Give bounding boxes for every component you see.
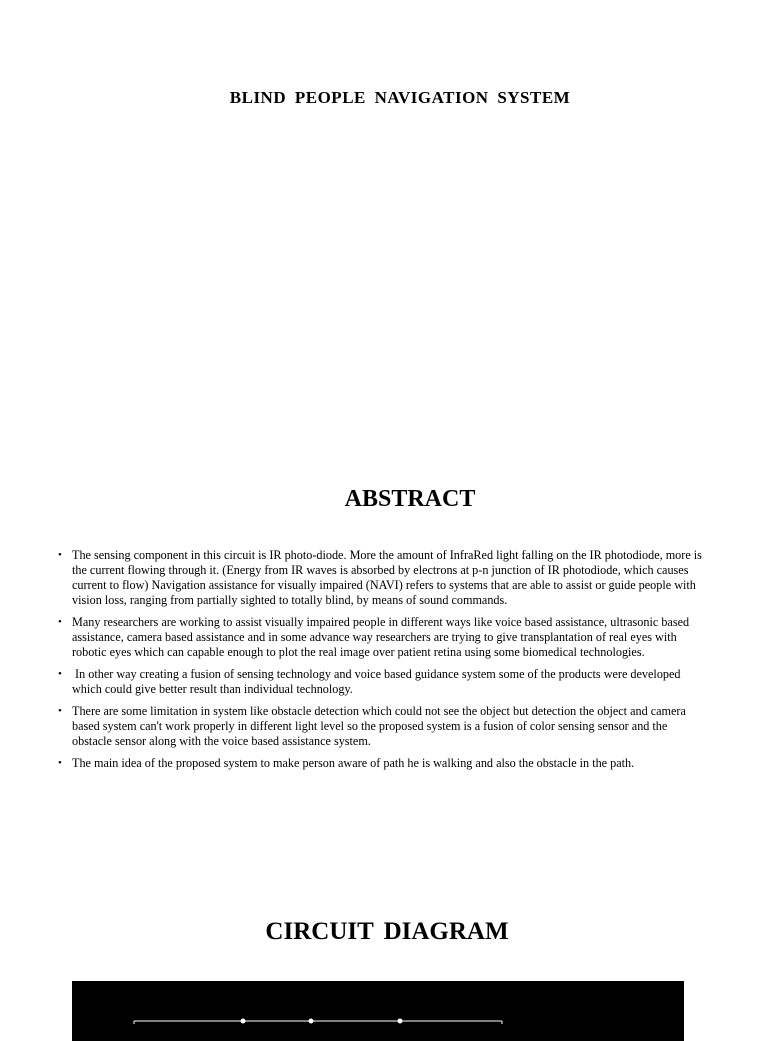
circuit-diagram-image [72, 981, 684, 1041]
circuit-diagram-drawing [72, 981, 684, 1024]
abstract-bullet-item [58, 548, 708, 608]
bullet-marker: • [58, 757, 62, 769]
abstract-bullet-text: Many researchers are working to assist visually impaired people in different ways like voice based assistance, ultrasonic based assistance, camera based assistance and in some advance way researchers are trying to give transplantation of real eyes with robotic eyes which can capable enough to plot the real image over patient retina using some biomedical technologies. [72, 615, 690, 659]
abstract-bullet-text: In other way creating a fusion of sensing technology and voice based guidance system some of the products were developed which could give better result than individual technology. [72, 667, 684, 696]
circuit-junction-node [241, 1019, 246, 1024]
circuit-junction-node [398, 1019, 403, 1024]
circuit-junction-node [309, 1019, 314, 1024]
bullet-marker: • [58, 616, 62, 628]
abstract-bullet-list [58, 548, 708, 778]
bullet-marker: • [58, 549, 62, 561]
bullet-marker: • [58, 705, 62, 717]
abstract-bullet-text: The main idea of the proposed system to make person aware of path he is walking and also the obstacle in the path. [72, 756, 635, 770]
circuit-diagram-heading: CIRCUIT DIAGRAM [265, 918, 509, 945]
abstract-bullet-text: There are some limitation in system like obstacle detection which could not see the object but detection the object and camera based system can't work properly in different light level so the proposed system is a fusion of color sensing sensor and the obstacle sensor along with the voice based assistance system. [72, 704, 686, 748]
bullet-marker: • [58, 668, 62, 680]
abstract-heading: ABSTRACT [344, 486, 476, 512]
abstract-bullet-item [58, 615, 708, 660]
abstract-bullet-item [58, 756, 708, 771]
abstract-bullet-item [58, 704, 708, 749]
abstract-bullet-item [58, 667, 708, 697]
document-title: BLIND PEOPLE NAVIGATION SYSTEM [229, 88, 571, 107]
abstract-bullet-text: The sensing component in this circuit is IR photo-diode. More the amount of InfraRed light falling on the IR photodiode, more is the current flowing through it. (Energy from IR waves is absorbed by electrons at p-n junction of IR photodiode, which causes current to flow) Navigation assistance for visually impaired (NAVI) refers to systems that are able to assist or guide people with vision loss, ranging from partially sighted to totally blind, by means of sound commands. [72, 548, 702, 607]
